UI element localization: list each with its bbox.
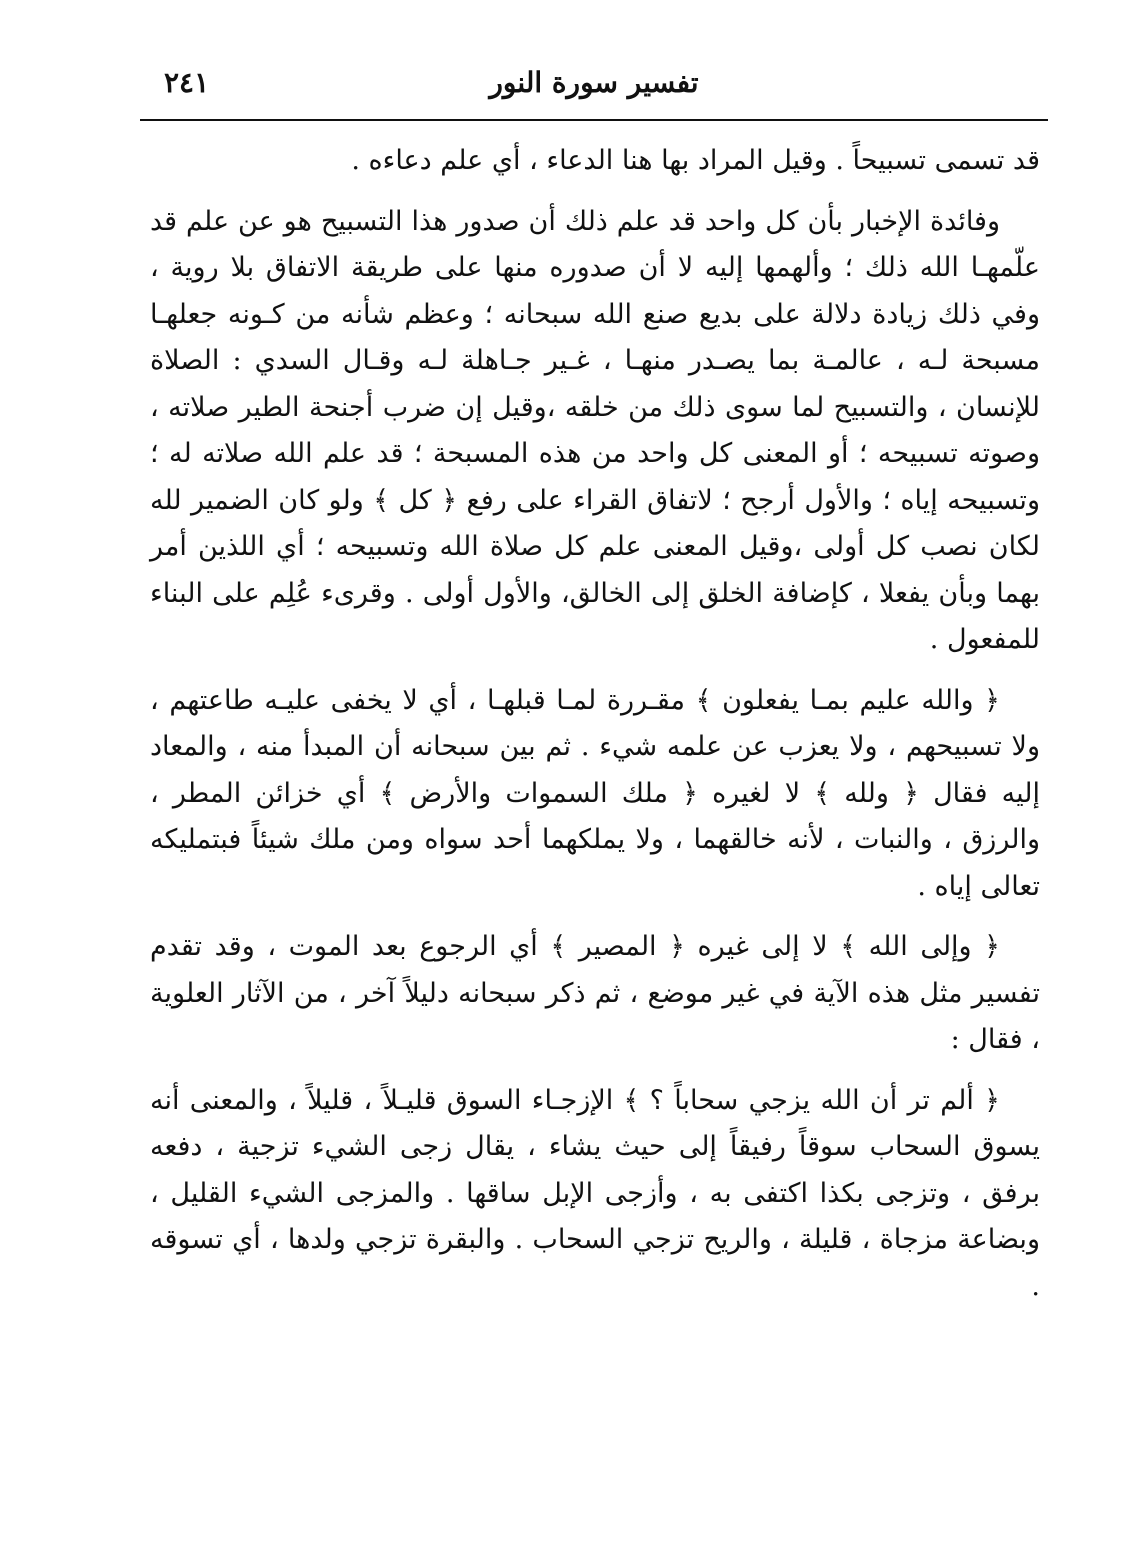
paragraph-4: ﴿ وإلى الله ﴾ لا إلى غيره ﴿ المصير ﴾ أي الرجوع بعد الموت ، وقد تقدم تفسير مثل هذه الآية في غير موضع ، ثم ذكر سبحانه دليلاً آخر ، من الآثار العلوية ، فقال : bbox=[150, 931, 1040, 1055]
paragraph-2: وفائدة الإخبار بأن كل واحد قد علم ذلك أن صدور هذا التسبيح هو عن علم قد علّمهـا الله ذلك ؛ وألهمها إليه لا أن صدوره منها على طريقة الاتفاق بلا روية ، وفي ذلك زيادة دلالة على بديع صنع الله سبحانه ؛ وعظم شأنه من كـونه جعلهـا مسبحة لـه ، عالمـة بما يصـدر منهـا ، غـير جـاهلة لـه وقـال السدي : الصلاة للإنسان ، والتسبيح لما سوى ذلك من خلقه ،وقيل إن ضرب أجنحة الطير صلاته ، وصوته تسبيحه ؛ أو المعنى كل واحد من هذه المسبحة ؛ قد علم الله صلاته له ؛ وتسبيحه إياه ؛ والأول أرجح ؛ لاتفاق القراء على رفع ﴿ كل ﴾ ولو كان الضمير لله لكان نصب كل أولى ،وقيل المعنى علم كل صلاة الله وتسبيحه ؛ أي اللذين أمر بهما وبأن يفعلا ، كإضافة الخلق إلى الخالق، والأول أولى . وقرىء عُلِم على البناء للمفعول . bbox=[150, 205, 1040, 655]
body-text bbox=[150, 138, 1040, 1324]
header-divider bbox=[140, 119, 1048, 121]
page-number: ٢٤١ bbox=[164, 66, 210, 99]
running-title: تفسير سورة النور bbox=[489, 66, 699, 99]
paragraph-5: ﴿ ألم تر أن الله يزجي سحاباً ؟ ﴾ الإزجـاء السوق قليـلاً ، قليلاً ، والمعنى أنه يسوق السحاب سوقاً رفيقاً إلى حيث يشاء ، يقال زجى الشيء تزجية ، دفعه برفق ، وتزجى بكذا اكتفى به ، وأزجى الإبل ساقها . والمزجى الشيء القليل ، وبضاعة مزجاة ، قليلة ، والريح تزجي السحاب . والبقرة تزجي ولدها ، أي تسوقه . bbox=[150, 1084, 1040, 1302]
paragraph-3: ﴿ والله عليم بمـا يفعلون ﴾ مقـررة لمـا قبلهـا ، أي لا يخفى عليـه طاعتهم ، ولا تسبيحهم ، ولا يعزب عن علمه شيء . ثم بين سبحانه أن المبدأ منه ، والمعاد إليه فقال ﴿ ولله ﴾ لا لغيره ﴿ ملك السموات والأرض ﴾ أي خزائن المطر ، والرزق ، والنبات ، لأنه خالقهما ، ولا يملكهما أحد سواه ومن ملك شيئاً فبتمليكه تعالى إياه . bbox=[150, 684, 1040, 902]
paragraph-1: قد تسمى تسبيحاً . وقيل المراد بها هنا الدعاء ، أي علم دعاءه . bbox=[351, 145, 1040, 176]
page-header bbox=[140, 62, 1048, 114]
